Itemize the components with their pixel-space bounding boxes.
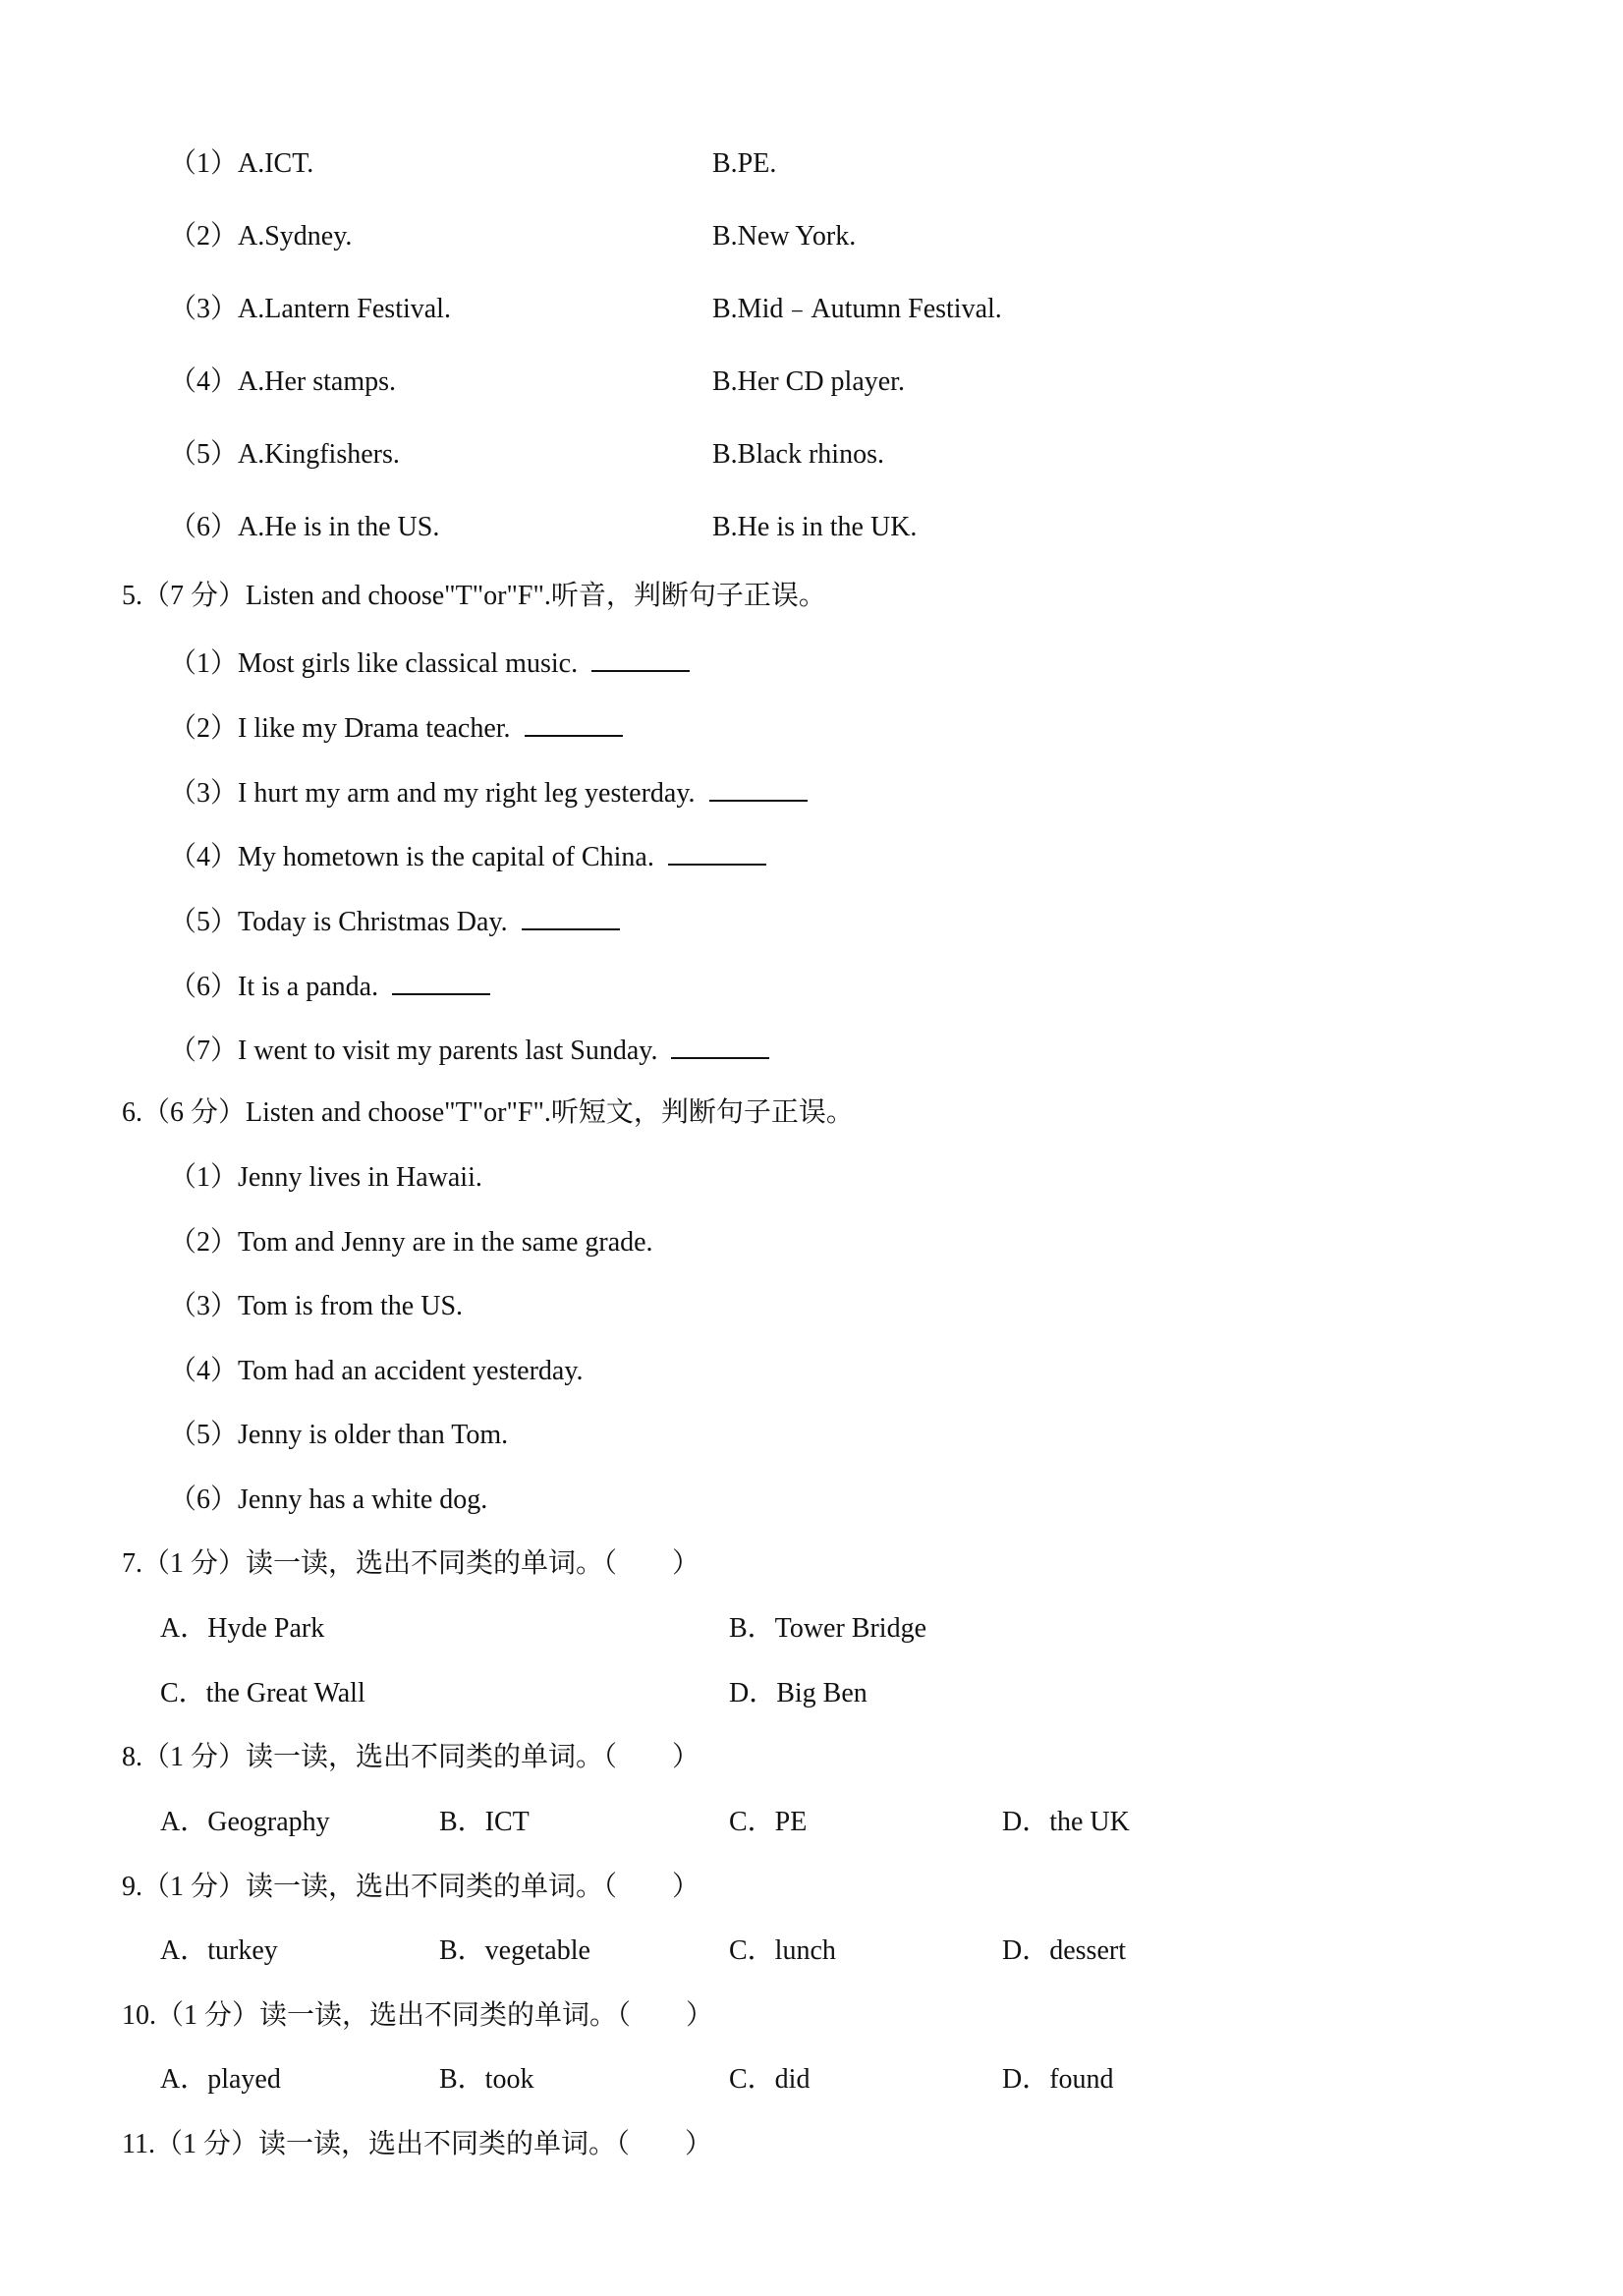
q10-option-c[interactable]: C．did — [729, 2064, 811, 2095]
q7-option-d[interactable]: D．Big Ben — [729, 1678, 867, 1708]
q4-option-6b: B.He is in the UK. — [712, 512, 918, 542]
q7-option-b[interactable]: B．Tower Bridge — [729, 1613, 927, 1644]
q6-item-6: （6）Jenny has a white dog. — [169, 1484, 488, 1515]
q4-option-5a: （5）A.Kingfishers. — [169, 439, 400, 470]
q5-item-2: （2）I like my Drama teacher. — [169, 709, 623, 746]
q4-option-6a: （6）A.He is in the US. — [169, 512, 440, 542]
q10-title: 10.（1 分）读一读，选出不同类的单词。（ ） — [122, 2000, 714, 2031]
q8-title: 8.（1 分）读一读，选出不同类的单词。（ ） — [122, 1742, 700, 1772]
q8-option-c[interactable]: C．PE — [729, 1807, 808, 1837]
answer-blank[interactable] — [591, 644, 690, 672]
q4-option-5b: B.Black rhinos. — [712, 439, 884, 470]
q6-item-5: （5）Jenny is older than Tom. — [169, 1420, 509, 1450]
q9-option-b[interactable]: B．vegetable — [439, 1935, 590, 1966]
answer-blank[interactable] — [522, 903, 620, 930]
q7-option-c[interactable]: C．the Great Wall — [160, 1678, 365, 1708]
q6-item-2: （2）Tom and Jenny are in the same grade. — [169, 1227, 653, 1258]
q5-item-6: （6）It is a panda. — [169, 968, 490, 1004]
q11-title: 11.（1 分）读一读，选出不同类的单词。（ ） — [122, 2129, 712, 2159]
answer-blank[interactable] — [671, 1032, 769, 1059]
q5-item-7: （7）I went to visit my parents last Sunday. — [169, 1032, 769, 1068]
q5-item-4: （4）My hometown is the capital of China. — [169, 838, 766, 874]
q4-option-3b: B.Mid﹣Autumn Festival. — [712, 294, 1002, 324]
q4-option-4b: B.Her CD player. — [712, 366, 905, 397]
q4-option-4a: （4）A.Her stamps. — [169, 366, 396, 397]
answer-blank[interactable] — [525, 709, 623, 737]
q8-option-b[interactable]: B．ICT — [439, 1807, 530, 1837]
q10-option-a[interactable]: A．played — [160, 2064, 281, 2095]
q4-option-1a: （1）A.ICT. — [169, 148, 314, 179]
q9-option-c[interactable]: C．lunch — [729, 1935, 836, 1966]
answer-blank[interactable] — [709, 774, 808, 802]
q4-option-1b: B.PE. — [712, 148, 777, 179]
q8-option-a[interactable]: A．Geography — [160, 1807, 330, 1837]
q6-item-4: （4）Tom had an accident yesterday. — [169, 1356, 584, 1386]
q9-option-d[interactable]: D．dessert — [1002, 1935, 1126, 1966]
q9-option-a[interactable]: A．turkey — [160, 1935, 278, 1966]
q10-option-b[interactable]: B．took — [439, 2064, 534, 2095]
q6-item-1: （1）Jenny lives in Hawaii. — [169, 1162, 482, 1193]
q5-item-5: （5）Today is Christmas Day. — [169, 903, 620, 939]
q5-item-1: （1）Most girls like classical music. — [169, 644, 690, 681]
answer-blank[interactable] — [668, 838, 766, 866]
q6-title: 6.（6 分）Listen and choose"T"or"F".听短文，判断句子正误。 — [122, 1097, 854, 1128]
q7-title: 7.（1 分）读一读，选出不同类的单词。（ ） — [122, 1548, 700, 1579]
q5-title: 5.（7 分）Listen and choose"T"or"F".听音，判断句子正误。 — [122, 581, 826, 611]
q4-option-3a: （3）A.Lantern Festival. — [169, 294, 451, 324]
q8-option-d[interactable]: D．the UK — [1002, 1807, 1130, 1837]
q4-option-2a: （2）A.Sydney. — [169, 221, 353, 252]
q10-option-d[interactable]: D．found — [1002, 2064, 1114, 2095]
answer-blank[interactable] — [392, 968, 490, 995]
q5-item-3: （3）I hurt my arm and my right leg yesterday. — [169, 774, 808, 811]
q9-title: 9.（1 分）读一读，选出不同类的单词。（ ） — [122, 1872, 700, 1902]
q4-option-2b: B.New York. — [712, 221, 857, 252]
q7-option-a[interactable]: A．Hyde Park — [160, 1613, 325, 1644]
q6-item-3: （3）Tom is from the US. — [169, 1291, 464, 1321]
